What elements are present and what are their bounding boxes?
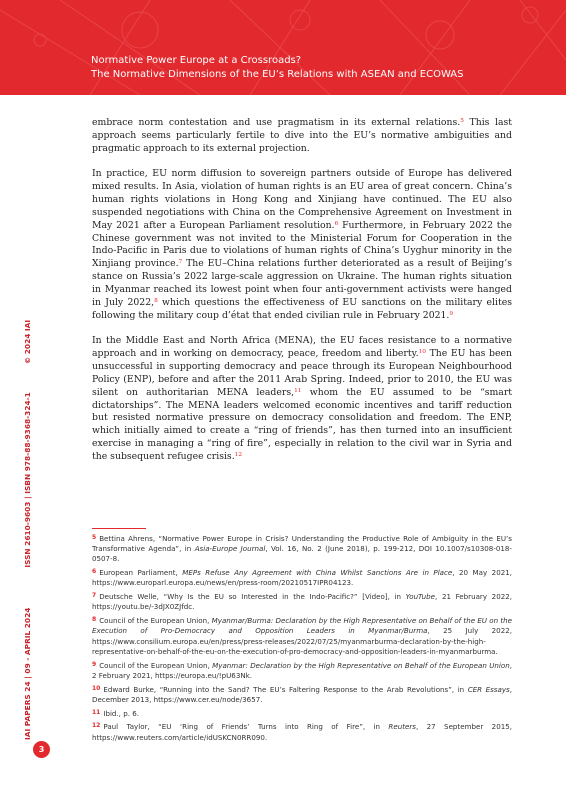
header-title-line-2: The Normative Dimensions of the EU’s Relations with ASEAN and ECOWAS	[91, 68, 464, 80]
footnote: $^{12}$ Paul Taylor, “EU ‘Ring of Friends’ Turns into Ring of Fire”, in Reuters, 27 September 2015, https://www.reuters.com/article/idUSKCN0RR090.	[92, 722, 512, 742]
footnote-ref[interactable]: 10	[418, 349, 426, 356]
page-number: 3	[33, 741, 50, 758]
footnote: $^{11}$ Ibid., p. 6.	[92, 708, 139, 718]
sidebar-copyright: © 2024 IAI	[23, 319, 32, 365]
paragraph-3: In the Middle East and North Africa (MENA), the EU faces resistance to a normative approach and in working on democracy, peace, freedom and liberty.$^{10}$ The EU has been unsuccessful in supporting democracy and peace through its European Neighbourhood Policy (ENP), before and after the 2011 Arab Spring. Indeed, prior to 2010, the EU was silent on authoritarian MENA leaders,$^{11}$ whom the EU assumed to be “smart dictatorships”. The MENA leaders welcomed economic incentives and tariff reduction but resisted normative pressure on democracy consolidation and freedom. The ENP, which initially aimed to create a “ring of friends”, has then turned into an insufficient exercise in managing a “ring of fire”, especially in relation to the civil war in Syria and the subsequent refugee crisis.$^{12}$	[92, 335, 513, 462]
footnote-ref[interactable]: 5	[460, 118, 464, 124]
footnote-ref[interactable]: 8	[154, 297, 158, 304]
footnote-ref[interactable]: 7	[178, 259, 183, 266]
header-title	[91, 54, 551, 81]
footnote-ref[interactable]: 11	[294, 387, 302, 394]
header-title-line-1: Normative Power Europe at a Crossroads?	[91, 55, 302, 66]
footnote: $^5$ Bettina Ahrens, “Normative Power Europe in Crisis? Understanding the Productive Role of Ambiguity in the EU’s Transformative Agenda”, in Asia-Europe Journal, Vol. 16, No. 2 (June 2018), p. 199-212, DOI 10.1007/s10308-018-0507-8.	[92, 534, 512, 564]
footnotes	[92, 533, 512, 745]
sidebar-series: IAI PAPERS 24 | 09 - APRIL 2024	[23, 607, 32, 740]
page-header	[0, 0, 566, 95]
footnote: $^9$ Council of the European Union, Myanmar: Declaration by the High Representative on Behalf of the European Union, 2 February 2021, https://europa.eu/!pU63Nk.	[92, 660, 513, 680]
footnote: $^{10}$ Edward Burke, “Running into the Sand? The EU’s Faltering Response to the Arab Revolutions”, in CER Essays, December 2013, https://www.cer.eu/node/3657.	[92, 684, 512, 704]
sidebar-issn: ISSN 2610-9603 | ISBN 978-88-9368-324-1	[23, 392, 32, 568]
footnote-ref[interactable]: 9	[449, 310, 454, 317]
footnote-ref[interactable]: 12	[234, 451, 243, 458]
footnote: $^6$ European Parliament, MEPs Refuse Any Agreement with China Whilst Sanctions Are in Place, 20 May 2021, https://www.europarl.europa.eu/news/en/press-room/20210517IPR04123.	[92, 568, 512, 588]
footnote-divider	[92, 528, 146, 529]
paragraph-2: In practice, EU norm diffusion to sovereign partners outside of Europe has delivered mixed results. In Asia, violation of human rights is an EU area of great concern. China’s human rights violations in Hong Kong and Xinjiang have continued. The EU also suspended negotiations with China on the Comprehensive Agreement on Investment in May 2021 after a European Parliament resolution.$^6$ Furthermore, in February 2022 the Chinese government was not invited to the Ministerial Forum for Cooperation in the Indo-Pacific in Paris due to violations of human rights of China’s Uyghur minority in the Xinjiang province.$^7$ The EU–China relations further deteriorated as a result of Beijing’s stance on Russia’s 2022 large-scale aggression on Ukraine. The human rights situation in Myanmar reached its lowest point when four anti-government activists were hanged in July 2022,$^8$ which questions the effectiveness of EU sanctions on the military elites following the military coup d’état that ended civilian rule in February 2021.$^9$	[92, 168, 513, 321]
sidebar-text	[21, 180, 35, 740]
footnote-ref[interactable]: 6	[334, 220, 339, 227]
footnote: $^8$ Council of the European Union, Myanmar/Burma: Declaration by the High Representative on Behalf of the EU on the Execution of Pro-Democracy and Opposition Leaders in Myanmar/Burma, 25 July 2022, https://www.consilium.europa.eu/en/press/press-releases/2022/07/25/myanmarburma-declaration-by-the-high-representative-on-behalf-of-the-eu-on-the-execution-of-pro-democracy-and-opposition-leaders-in-myanmarburma.	[92, 616, 512, 656]
paragraph-1: embrace norm contestation and use pragmatism in its external relations.$^5$ This last approach seems particularly fertile to dive into the EU’s normative ambiguities and pragmatic approach to its external projection.	[92, 117, 513, 154]
footnote: $^7$ Deutsche Welle, “Why Is the EU so Interested in the Indo-Pacific?” [Video], in YouTube, 21 February 2022, https://youtu.be/-3dJX0ZJfdc.	[92, 592, 512, 612]
main-text	[92, 117, 512, 477]
sidebar-meta	[21, 180, 49, 740]
